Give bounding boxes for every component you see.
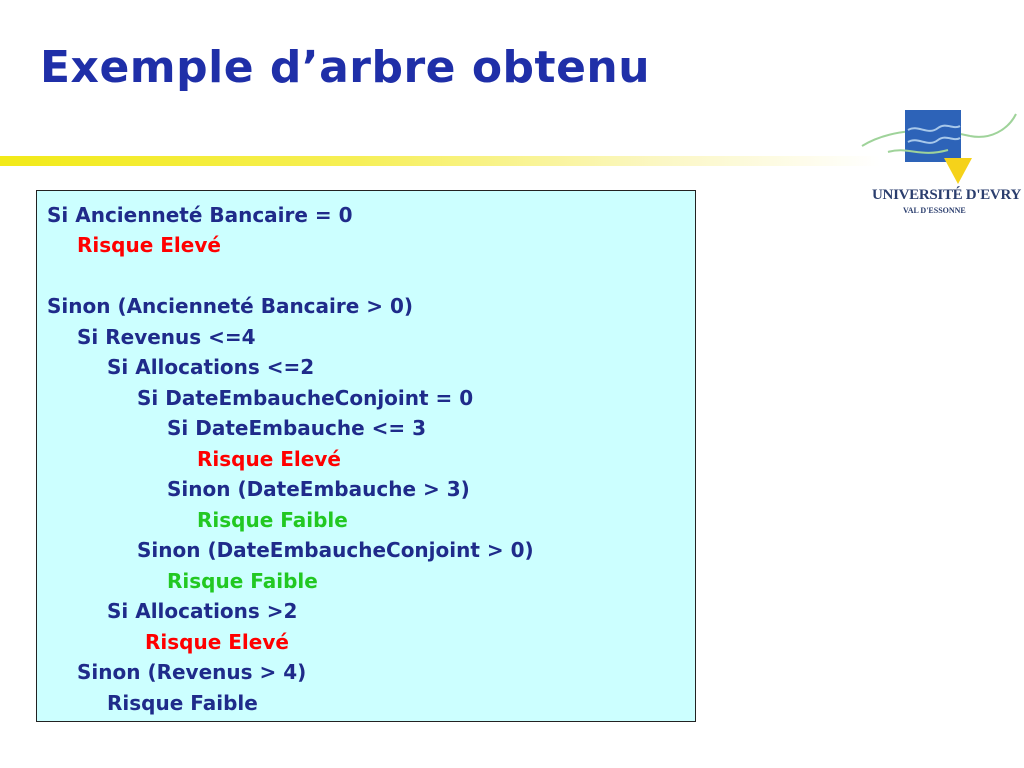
tree-line: Si Allocations >2 <box>107 599 298 623</box>
decision-tree-box <box>36 190 696 722</box>
tree-line: Sinon (DateEmbaucheConjoint > 0) <box>137 538 534 562</box>
title-divider <box>0 156 880 166</box>
tree-line: Risque Faible <box>167 569 318 593</box>
tree-line: Risque Elevé <box>77 233 221 257</box>
tree-line: Risque Elevé <box>197 447 341 471</box>
tree-line: Sinon (Ancienneté Bancaire > 0) <box>47 294 414 318</box>
tree-line: Sinon (Revenus > 4) <box>77 660 307 684</box>
university-name: UNIVERSITÉ D'EVRY <box>872 187 1021 203</box>
slide-title: Exemple d’arbre obtenu <box>40 42 651 93</box>
tree-line: Si DateEmbaucheConjoint = 0 <box>137 386 474 410</box>
tree-line: Risque Faible <box>107 691 258 715</box>
tree-line: Si Revenus <=4 <box>77 325 256 349</box>
tree-line: Si Allocations <=2 <box>107 355 315 379</box>
tree-line: Risque Elevé <box>145 630 289 654</box>
tree-line: Si DateEmbauche <= 3 <box>167 416 427 440</box>
tree-line: Si Ancienneté Bancaire = 0 <box>47 203 353 227</box>
tree-line: Risque Faible <box>197 508 348 532</box>
university-subtitle: VAL D'ESSONNE <box>903 206 966 215</box>
tree-line: Sinon (DateEmbauche > 3) <box>167 477 470 501</box>
